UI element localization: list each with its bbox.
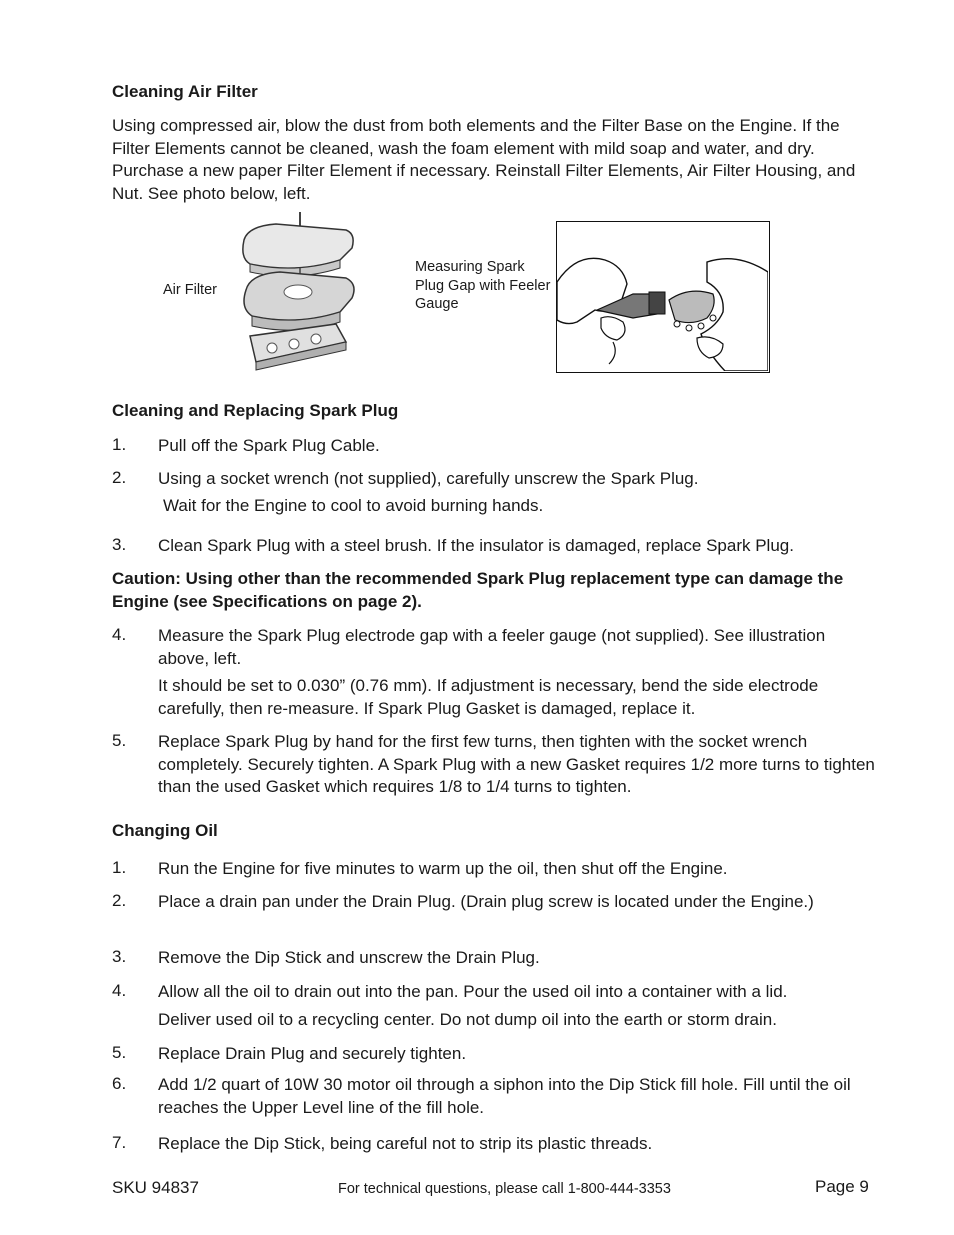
step-text: Using a socket wrench (not supplied), carefully unscrew the Spark Plug. <box>158 469 699 488</box>
step-text: Place a drain pan under the Drain Plug. (Drain plug screw is located under the Engine.) <box>158 892 814 911</box>
step-text: Run the Engine for five minutes to warm up the oil, then shut off the Engine. <box>158 859 728 878</box>
air-filter-illustration <box>236 212 360 372</box>
step-note: It should be set to 0.030” (0.76 mm). If adjustment is necessary, bend the side electrode carefully, then re-measure. If Spark Plug Gasket is damaged, replace it. <box>158 676 819 718</box>
air-filter-paragraph: Using compressed air, blow the dust from both elements and the Filter Base on the Engine. If the Filter Elements cannot be cleaned, wash the foam element with mild soap and water, and dry. Purchase a new paper Filter Element if necessary. Reinstall Filter Elements, Air Filter Housing, and Nut. See photo below, left. <box>112 116 856 203</box>
step-number: 4. <box>112 625 127 644</box>
step-number: 5. <box>112 731 127 750</box>
step-number: 3. <box>112 947 127 966</box>
step-number: 7. <box>112 1133 127 1152</box>
step-number: 4. <box>112 981 127 1000</box>
step-text: Replace Drain Plug and securely tighten. <box>158 1044 467 1063</box>
section-heading-spark-plug: Cleaning and Replacing Spark Plug <box>112 401 399 420</box>
step-text: Replace Spark Plug by hand for the first few turns, then tighten with the socket wrench completely. Securely tighten. A Spark Plug with a new Gasket requires 1/2 more turns to tighten than the used Gasket which requires 1/8 to 1/4 turns to tighten. <box>158 732 875 796</box>
footer-support-phone: For technical questions, please call 1-800-444-3353 <box>338 1181 671 1197</box>
step-number: 3. <box>112 535 127 554</box>
step-text: Replace the Dip Stick, being careful not to strip its plastic threads. <box>158 1134 653 1153</box>
step-number: 1. <box>112 858 127 877</box>
spark-gap-illustration <box>557 222 768 371</box>
spark-gap-caption: Measuring Spark Plug Gap with Feeler Gauge <box>415 259 551 312</box>
step-note: Deliver used oil to a recycling center. Do not dump oil into the earth or storm drain. <box>158 1010 777 1029</box>
footer-sku: SKU 94837 <box>112 1178 199 1197</box>
air-filter-caption: Air Filter <box>163 282 217 298</box>
step-number: 6. <box>112 1074 127 1093</box>
section-heading-changing-oil: Changing Oil <box>112 821 218 840</box>
step-text: Remove the Dip Stick and unscrew the Drain Plug. <box>158 948 540 967</box>
step-text: Pull off the Spark Plug Cable. <box>158 436 380 455</box>
caution-notice: Caution: Using other than the recommended Spark Plug replacement type can damage the Engine (see Specifications on page 2). <box>112 569 844 611</box>
step-text: Add 1/2 quart of 10W 30 motor oil through a siphon into the Dip Stick fill hole. Fill until the oil reaches the Upper Level line of the fill hole. <box>158 1075 851 1117</box>
step-text: Measure the Spark Plug electrode gap with a feeler gauge (not supplied). See illustration above, left. <box>158 626 826 668</box>
step-number: 1. <box>112 435 127 454</box>
step-number: 5. <box>112 1043 127 1062</box>
step-number: 2. <box>112 468 127 487</box>
step-note: Wait for the Engine to cool to avoid burning hands. <box>163 496 544 515</box>
footer-page-number: Page 9 <box>815 1177 869 1196</box>
step-number: 2. <box>112 891 127 910</box>
spark-gap-photo-frame <box>556 221 770 373</box>
step-text: Allow all the oil to drain out into the pan. Pour the used oil into a container with a lid. <box>158 982 788 1001</box>
section-heading-air-filter: Cleaning Air Filter <box>112 82 258 101</box>
step-text: Clean Spark Plug with a steel brush. If the insulator is damaged, replace Spark Plug. <box>158 536 794 555</box>
